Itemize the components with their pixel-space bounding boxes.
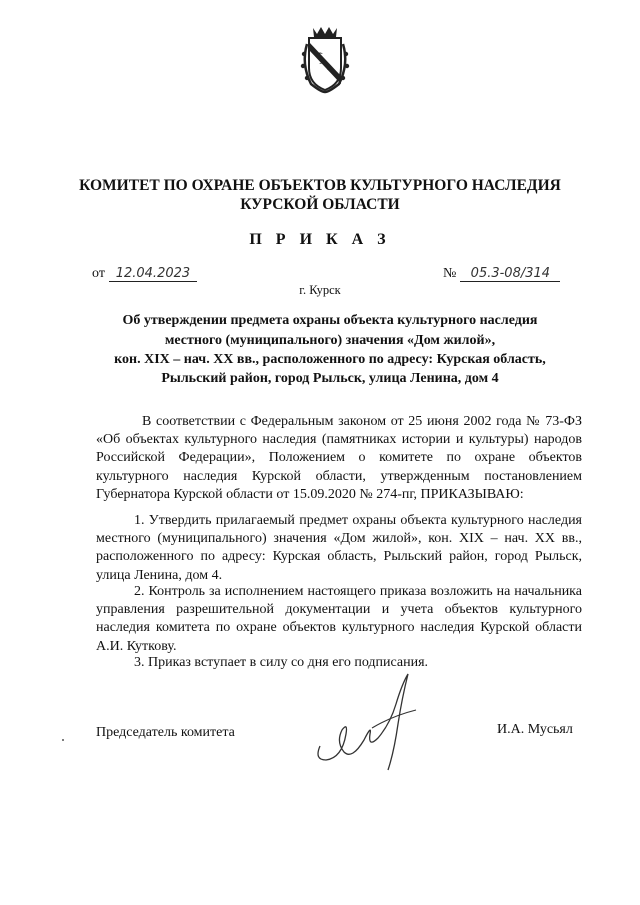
document-title-line4: Рыльский район, город Рыльск, улица Ленина, дом 4 — [161, 371, 499, 386]
organization-name-line1: КОМИТЕТ ПО ОХРАНЕ ОБЪЕКТОВ КУЛЬТУРНОГО НАСЛЕДИЯ — [79, 177, 561, 194]
document-number — [443, 266, 560, 282]
order-item-1: 1. Утвердить прилагаемый предмет охраны объекта культурного наследия местного (муниципального) значения «Дом жилой», кон. XIX – нач. XX вв., расположенного по адресу: Курская область, Рыльский район, город Рыльск, улица Ленина, дом 4. — [96, 513, 582, 583]
date-value: 12.04.2023 — [109, 266, 197, 282]
signatory-name: И.А. Мусьял — [497, 722, 573, 737]
document-type: П Р И К А З — [249, 231, 391, 248]
order-item-3: 3. Приказ вступает в силу со дня его подписания. — [134, 655, 429, 670]
signatory-position: Председатель комитета — [96, 725, 235, 740]
document-title-line3: кон. XIX – нач. XX вв., расположенного по адресу: Курская область, — [114, 352, 546, 367]
document-date — [92, 266, 197, 282]
city: г. Курск — [299, 283, 341, 297]
order-item-2: 2. Контроль за исполнением настоящего приказа возложить на начальника управления разрешительной документации и учета объектов культурного наследия комитета по охране объектов культурного наследия Курской области А.И. Куткову. — [96, 584, 582, 654]
date-prefix: от — [92, 266, 105, 281]
preamble-paragraph: В соответствии с Федеральным законом от 25 июня 2002 года № 73-ФЗ «Об объектах культурного наследия (памятниках истории и культуры) народов Российской Федерации», Положением о комитете по охране объектов культурного наследия Курской области, утвержденным постановлением Губернатора Курской области от 15.09.2020 № 274-пг, ПРИКАЗЫВАЮ: — [96, 414, 582, 502]
coat-of-arms-icon — [297, 24, 353, 94]
number-prefix: № — [443, 266, 457, 281]
scan-speck — [62, 739, 64, 741]
number-value: 05.3-08/314 — [460, 266, 560, 282]
document-title-line2: местного (муниципального) значения «Дом жилой», — [164, 333, 496, 348]
document-title-line1: Об утверждении предмета охраны объекта культурного наследия — [122, 313, 538, 328]
organization-name-line2: КУРСКОЙ ОБЛАСТИ — [240, 196, 400, 213]
handwritten-signature — [312, 668, 442, 778]
